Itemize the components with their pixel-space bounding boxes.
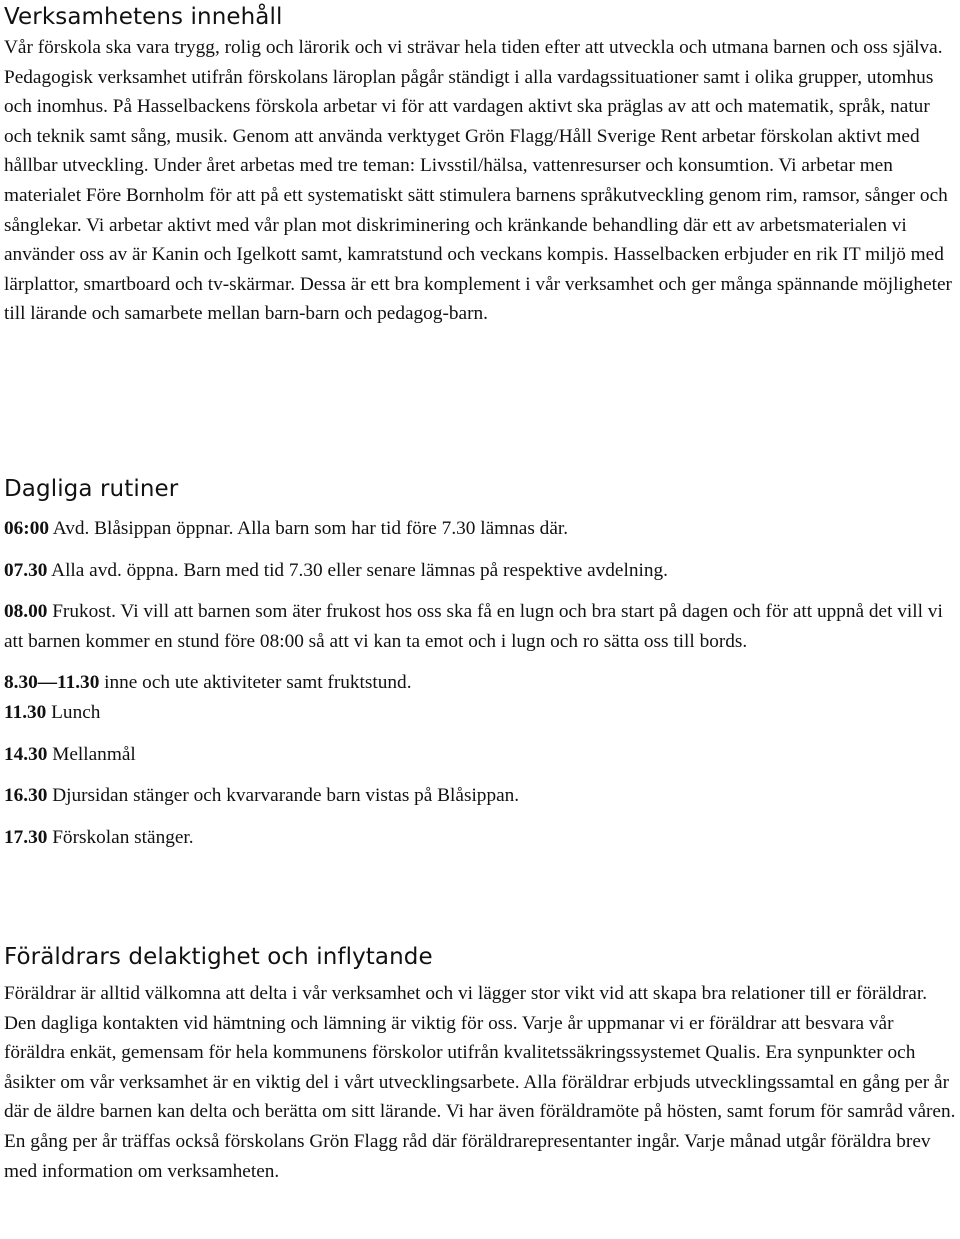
routines-list [4,514,956,852]
routine-text: inne och ute aktiviteter samt fruktstund. [99,672,412,694]
section-heading-content: Verksamhetens innehåll [4,4,283,30]
routine-time: 14.30 [4,743,48,765]
routine-text: Alla avd. öppna. Barn med tid 7.30 eller senare lämnas på respektive avdelning. [47,559,668,581]
routine-time: 17.30 [4,826,48,848]
routine-time: 08.00 [4,601,48,623]
routine-item [4,698,956,728]
routine-text: Frukost. Vi vill att barnen som äter frukost hos oss ska få en lugn och bra start på dagen och för att uppnå det vill vi att barnen kommer en stund före 08:00 så att vi kan ta emot och i lugn och ro sätta oss till bords. [4,601,943,652]
routine-item [4,514,956,544]
routine-text: Djursidan stänger och kvarvarande barn vistas på Blåsippan. [47,785,520,807]
routine-time: 16.30 [4,785,48,807]
parents-paragraph: Föräldrar är alltid välkomna att delta i vår verksamhet och vi lägger stor vikt vid att skapa bra relationer till er föräldrar. Den dagliga kontakten vid hämtning och lämning är viktig för oss. Varje år uppmanar vi er föräldrar att besvara vår föräldra enkät, gemensam för hela kommunens förskolor utifrån kvalitetssäkringssystemet Qualis. Era synpunkter och åsikter om vår verksamhet är en viktig del i vårt utvecklingsarbete. Alla föräldrar erbjuds utvecklingssamtal en gång per år där de äldre barnen kan delta och berätta om sitt lärande. Vi har även föräldramöte på hösten, samt forum för samråd våren. En gång per år träffas också förskolans Grön Flagg råd där föräldrarepresentanter ingår. Varje månad utgår föräldra brev med information om verksamheten. [4,983,956,1182]
section-heading-parents: Föräldrars delaktighet och inflytande [4,944,433,970]
routine-text: Avd. Blåsippan öppnar. Alla barn som har tid före 7.30 lämnas där. [48,518,569,539]
routine-time: 07.30 [4,559,48,581]
routine-item [4,556,956,586]
routine-time: 8.30—11.30 [4,672,100,694]
routine-time: 11.30 [4,701,47,723]
routine-text: Mellanmål [47,743,136,765]
content-paragraph: Vår förskola ska vara trygg, rolig och lärorik och vi strävar hela tiden efter att utveckla och utmana barnen och oss själva. Pedagogisk verksamhet utifrån förskolans läroplan pågår ständigt i alla vardagssituationer samt i olika grupper, utomhus och inomhus. På Hasselbackens förskola arbetar vi för att vardagen aktivt ska präglas av att och matematik, språk, natur och teknik samt sång, musik. Genom att använda verktyget Grön Flagg/Håll Sverige Rent arbetar förskolan aktivt med hållbar utveckling. Under året arbetas med tre teman: Livsstil/hälsa, vattenresurser och konsumtion. Vi arbetar men materialet Före Bornholm för att på ett systematiskt sätt stimulera barnens språkutveckling genom rim, ramsor, sånger och sånglekar. Vi arbetar aktivt med vår plan mot diskriminering och kränkande behandling där ett av arbetsmaterialen vi använder oss av är Kanin och Igelkott samt, kamratstund och veckans kompis. Hasselbacken erbjuder en rik IT miljö med lärplattor, smartboard och tv-skärmar. Dessa är ett bra komplement i vår verksamhet och ger många spännande möjligheter till lärande och samarbete mellan barn-barn och pedagog-barn. [4,37,952,325]
section-heading-routines: Dagliga rutiner [4,476,179,502]
routine-item [4,597,956,656]
routine-text: Lunch [46,701,101,723]
routine-item [4,740,956,770]
routine-time: 06:00 [4,518,49,539]
routine-item [4,823,956,853]
routine-item [4,781,956,811]
routine-text: Förskolan stänger. [47,826,194,848]
routine-item [4,668,956,698]
